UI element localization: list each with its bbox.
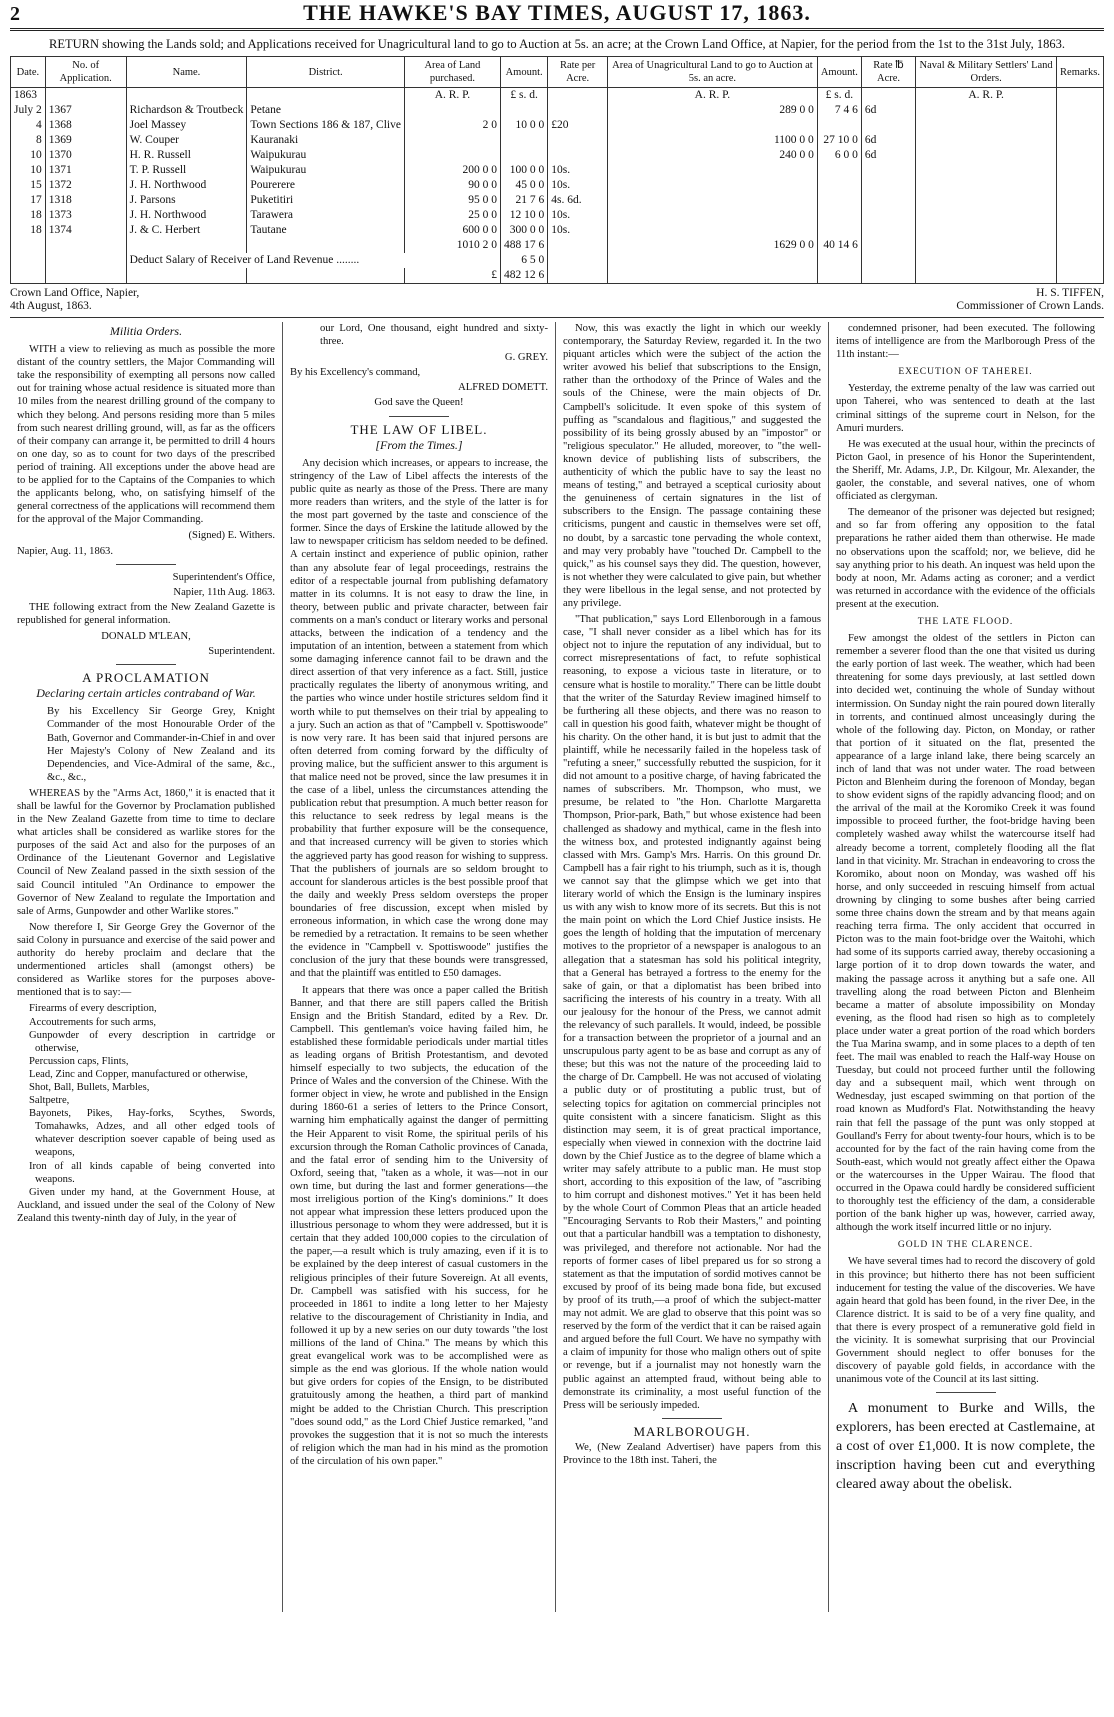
table-cell: 17	[11, 193, 46, 208]
column-header: Area of Land purchased.	[404, 57, 500, 88]
table-cell: 10s.	[548, 208, 608, 223]
supt-signature: DONALD M'LEAN,	[101, 630, 191, 642]
burke-wills-paragraph: A monument to Burke and Wills, the explorers, has been erected at Castlemaine, at a cost of over £1,000. It is now complete, the inscription having been cut and everything cleared away about the obelisk.	[836, 1401, 1095, 1493]
table-cell: 488 17 6	[500, 238, 547, 253]
table-cell	[861, 253, 915, 268]
masthead	[10, 0, 1104, 31]
table-cell: 10 0 0	[500, 118, 547, 133]
column-2	[283, 322, 556, 1612]
table-cell	[548, 133, 608, 148]
table-cell	[1057, 268, 1104, 284]
column-header: Naval & Military Settlers' Land Orders.	[916, 57, 1057, 88]
table-cell	[1057, 178, 1104, 193]
libel-paragraph-4: "That publication," says Lord Ellenborough in a famous case, "I shall never consider as a libel which has for its object not to injure the reputation of any individual, but to correct misrepresentations of fact, to refute sophistical reasoning, to expose a vicious taste in literature, or to censure what is hostile to morality." There can be little doubt that the writer of the Saturday Review imagined himself to be furthering all these objects, and there was no reason to call in question his good faith, whatever might be thought of his charity. On the other hand, it is but just to admit that the plaintiff, while he necessarily failed in the hopeless task of "refuting a sneer," successfully rebutted the suspicion, for it did not amount to a positive charge, of having fabricated the names of subscribers. Mr. Thompson, who must, we presume, be related to "the Hon. Charlotte Margaretta Thompson, Prior-park, Bath," but whose existence had been challenged as shadowy and mythical, came in the flesh into the witness box, and protested indignantly against being classed with Mrs. Gamp's Mrs. Harris. On this ground Dr. Campbell has a fair right to his triumph, such as it is, though we cannot say that the glimpse which we get into that literary world of which the Ensign is the luminary inspires us with any wish to know more of its secrets. But this is not the main point on which the Lord Chief Justice insists. He goes the length of holding that the imputation of mercenary motives to the proprietor of a newspaper is analogous to an allegation that a statesman has sold his political integrity, that a General has betrayed a fortress to the enemy for the sake of gain, or that a diplomatist has been bribed into sacrificing the interests of his country in a treaty. With all our jealousy for the honour of the Press, we cannot admit the relevancy of such parallels. It would, indeed, be possible for a transaction between the proprietor of a journal and an unscrupulous party agent to be as base and corrupt as any of these; but this was not the nature of the proceeding laid to the charge of Dr. Campbell. He was not accused of violating a public duty or of prostituting a public trust, but of selecting topics for agitation on commercial principles not quite consistent with a sincere fanaticism. Slight as this distinction may seem, it is of great practical importance, especially when viewed in connexion with the doctrine laid down by the Chief Justice as to the degree of blame which a writer may safely attribute to a public man. He must stop short, according to this exposition of the law, of "ascribing to him corrupt and dishonest motives." Yet it has been held by the whole Court of Common Pleas that an article headed "Encouraging Servants to Rob their Masters," and pointing out that a particular handbill was a temptation to dishonesty, was privileged, and therefore not actionable. Nor had the reports of former cases of libel prepared us for so strong a statement as that the imputation of sordid motives cannot be excused by proof of its being made bona fide, but excused by proof of its truth,—a proof of which the subject-matter may not admit. We are glad to observe that this point was so reserved by the form of the verdict that it can be raised again and argued before the full Court. We have no sympathy with a claim of impunity for those who malign others out of spite or revenge, but if a journalist may not honestly warn the public against an attempted fraud, without being able to demonstrate its criminality, a most useful function of the Press will be seriously impeded.	[563, 614, 821, 1411]
libel-heading: THE LAW OF LIBEL.	[350, 421, 488, 437]
table-cell	[548, 103, 608, 118]
table-cell	[404, 103, 500, 118]
table-cell: 7 4 6	[817, 103, 861, 118]
deduct-row	[11, 253, 1104, 268]
table-cell: H. R. Russell	[126, 148, 247, 163]
proclamation-subheading: Declaring certain articles contraband of War.	[36, 686, 256, 701]
table-cell	[404, 148, 500, 163]
proclamation-whereas: WHEREAS by the "Arms Act, 1860," it is enacted that it shall be lawful for the Governor by Proclamation published in the New Zealand Gazette from time to time to declare what articles shall be considered as warlike stores for the purposes of the said Act and also for the purposes of an Ordinance of the Lieutenant Governor and Legislative Council of New Zealand passed in the sixth session of the said Council intituled "An Ordinance to empower the Governor of New Zealand to regulate the Importation and sale of Arms, Gunpowder and other Warlike stores."	[17, 787, 275, 917]
net-row	[11, 268, 1104, 284]
table-cell: 27 10 0	[817, 133, 861, 148]
table-cell	[861, 178, 915, 193]
proclamation-heading: A PROCLAMATION	[82, 670, 210, 686]
table-cell	[916, 208, 1057, 223]
table-cell	[1057, 118, 1104, 133]
table-cell: 1368	[45, 118, 126, 133]
proclamation-end: our Lord, One thousand, eight hundred and sixty-three.	[320, 323, 548, 348]
table-cell	[548, 88, 608, 104]
table-cell: Puketitiri	[247, 193, 405, 208]
table-cell: 4	[11, 118, 46, 133]
table-cell: A. R. P.	[404, 88, 500, 104]
execution-paragraph-1: Yesterday, the extreme penalty of the law was carried out upon Taherei, who was sentenced to death at the last criminal sittings of the supreme court in Nelson, for the Amuri murders.	[836, 383, 1095, 434]
table-cell	[126, 88, 247, 104]
signatory-title: Commissioner of Crown Lands.	[956, 300, 1104, 312]
table-cell	[916, 118, 1057, 133]
table-cell	[608, 163, 818, 178]
execution-heading: EXECUTION OF TAHEREI.	[898, 367, 1033, 378]
table-cell	[126, 268, 247, 284]
table-cell: £ s. d.	[817, 88, 861, 104]
column-3	[556, 322, 829, 1612]
table-cell: 482 12 6	[500, 268, 547, 284]
table-cell	[916, 253, 1057, 268]
table-cell	[1057, 253, 1104, 268]
table-cell	[916, 163, 1057, 178]
office-name: Crown Land Office, Napier,	[10, 287, 140, 299]
table-cell	[1057, 193, 1104, 208]
column-header: Amount.	[500, 57, 547, 88]
table-cell: Kauranaki	[247, 133, 405, 148]
warlike-stores-list	[23, 1002, 275, 1185]
libel-paragraph-2: It appears that there was once a paper called the British Banner, and that there are still papers called the British Ensign and the British Standard, edited by a Rev. Dr. Campbell. This gentleman's voice having failed him, he established these formidable periodicals under martial titles as leading organs of British Protestantism, and devoted himself especially to two subjects, the education of the Prince of Wales and the conversion of the Chinese. With the former object in view, he wrote and published in the Ensign during 1860-61 a series of letters to the Prince Consort, warning him emphatically against the danger of permitting the Heir Apparent to visit Rome, the spiritual perils of his excursion through the Roman Catholic provinces of Canada, and the fatal error of sending him to the University of Oxford, seeing that, "taken as a whole, it was—not in our own time, but during the last and former generations—the most irreligious portion of the King's dominions." It does not appear what impression these letters produced upon the illustrious personage to whom they were addressed, but it is certain that they added 100,000 copies to the circulation of the paper,—a result which is truly amazing, even if it is to be explained by the deep interest of casual customers in the religious principles of their future Sovereign. At all events, Dr. Campbell was satisfied with his success, for he proceeded in 1861 to indite a long letter to her Majesty relative to the discouragement of Christianity in India, and followed it up by a new series on our duty towards "the lost millions of the land of China." The means by which this great evangelical work was to be accomplished were as simple as the end was glorious. If the whole nation would but give orders for copies of the Ensign, to be distributed gratuitously among the heathen, a third part of mankind might be added to the Christian Church. This prescription "does sound odd," as the Lord Chief Justice remarked, "and provokes the suggestion that it is not so much the interests of religion which the man had in his mind as the promotion of the circulation of his own paper."	[290, 984, 548, 1467]
table-cell: 95 0 0	[404, 193, 500, 208]
proclamation-by: By his Excellency Sir George Grey, Knight Commander of the most Honourable Order of the Bath, Governor and Commander-in-Chief in and over Her Majesty's Colony of New Zealand and its Dependencies, and Vice-Admiral of the same, &c., &c., &c.,	[47, 706, 275, 783]
table-cell: 1863	[11, 88, 46, 104]
gold-paragraph: We have several times had to record the discovery of gold in this province; but hitherto there has not been sufficient inducement for testing the value of the discoveries. We have again heard that gold has been found, in the river Dee, in the Clarence district. It is said to be of a very fine quality, and that there is every prospect of a remunerative gold field in the vicinity. It is somewhat surprising that our Provincial Government should neglect to offer bonuses for the discovery of payable gold fields, in accordance with the unanimous vote of the Council at its last sitting.	[836, 1256, 1095, 1386]
table-cell: 15	[11, 178, 46, 193]
table-row	[11, 193, 1104, 208]
list-item: Saltpetre,	[29, 1095, 70, 1107]
table-cell: 10s.	[548, 163, 608, 178]
table-cell	[916, 178, 1057, 193]
table-cell: 1370	[45, 148, 126, 163]
table-row	[11, 208, 1104, 223]
table-cell: 1367	[45, 103, 126, 118]
column-header: District.	[247, 57, 405, 88]
table-cell: 600 0 0	[404, 223, 500, 238]
table-cell: 18	[11, 223, 46, 238]
table-cell: 6d	[861, 103, 915, 118]
table-cell: 240 0 0	[608, 148, 818, 163]
table-cell: 200 0 0	[404, 163, 500, 178]
table-cell: 1100 0 0	[608, 133, 818, 148]
table-cell	[608, 193, 818, 208]
table-cell	[916, 133, 1057, 148]
article-columns	[10, 322, 1104, 1612]
table-cell: 18	[11, 208, 46, 223]
units-row	[11, 88, 1104, 104]
table-cell	[861, 118, 915, 133]
table-cell	[11, 253, 46, 268]
table-cell	[45, 88, 126, 104]
page-number: 2	[10, 3, 20, 25]
supt-date: Napier, 11th Aug. 1863.	[173, 586, 275, 598]
table-cell: 10	[11, 148, 46, 163]
table-cell: J. Parsons	[126, 193, 247, 208]
table-cell	[817, 268, 861, 284]
column-1	[10, 322, 283, 1612]
militia-paragraph: WITH a view to relieving as much as possible the more distant of the country settlers, the Major Commanding will take the responsibility of exempting all persons now called out for training whose actual residence is situated more than 10 miles from the nearest drilling ground of the company to which they belong. And persons residing more than 5 miles from such nearest drilling ground, will, as far as the officers of their company can arrange it, be permitted to drill 4 hours on one day, so as to count for two days of the prescribed period of training. All exceptions under the above head are to be applied for to the Captains of the Companies to which the applicants belong, who, on satisfying himself of the general correctness of the applications will recommend them for the approval of the Major Commanding.	[17, 344, 275, 526]
table-cell: 12 10 0	[500, 208, 547, 223]
table-cell	[916, 223, 1057, 238]
table-cell: T. P. Russell	[126, 163, 247, 178]
column-4	[829, 322, 1102, 1612]
table-cell: 2 0	[404, 118, 500, 133]
table-cell	[404, 133, 500, 148]
column-header: Rate ℔ Acre.	[861, 57, 915, 88]
table-cell	[916, 238, 1057, 253]
table-cell: 1374	[45, 223, 126, 238]
table-cell: Richardson & Troutbeck	[126, 103, 247, 118]
table-cell: 40 14 6	[817, 238, 861, 253]
column-header: Area of Unagricultural Land to go to Auction at 5s. an acre.	[608, 57, 818, 88]
table-cell: J. & C. Herbert	[126, 223, 247, 238]
column-header: Rate per Acre.	[548, 57, 608, 88]
table-cell: J. H. Northwood	[126, 178, 247, 193]
table-cell	[817, 118, 861, 133]
libel-paragraph-3: Now, this was exactly the light in which our weekly contemporary, the Saturday Review, regarded it. In the two piquant articles which were the subject of the action the writer avowed his belief that subscriptions to the Ensign, rather than the orthodoxy of the Prince of Wales and the souls of the Chinese, were the main objects of Dr. Campbell's solicitude. It even spoke of this system of puffing as "scandalous and flagitious," and suggested the possibility of its being grossly abused by an "impostor" or "religious speculator." He alluded, moreover, to "the well-known device of publishing lists of subscribers, the authenticity of which the public have to say the least no means of testing," and betrayed a sceptical curiosity about the genuineness of certain signatures in the list of subscribers to the Ensign. The passage containing these criticisms, pungent and caustic in themselves were set off, no doubt, by a sarcastic tone pervading the whole context, and may very probably have "touched Dr. Campbell to the quick," as his counsel says they did. The question, however, is not whether they were calculated to give pain, but whether they were libellous in the legal sense, and not protected by any privilege.	[563, 323, 821, 609]
table-cell	[500, 133, 547, 148]
table-cell: Tautane	[247, 223, 405, 238]
office-date: 4th August, 1863.	[10, 300, 92, 312]
return-footer	[10, 287, 1104, 318]
table-cell: 45 0 0	[500, 178, 547, 193]
table-cell: Waipukurau	[247, 163, 405, 178]
table-cell: 289 0 0	[608, 103, 818, 118]
table-cell: 6 0 0	[817, 148, 861, 163]
table-cell	[548, 253, 608, 268]
table-cell: Petane	[247, 103, 405, 118]
table-row	[11, 163, 1104, 178]
table-cell	[126, 238, 247, 253]
execution-paragraph-2: He was executed at the usual hour, within the precincts of Picton Gaol, in presence of his Honor the Superintendent, the Sheriff, Mr. Adams, J.P., Dr. Kilgour, Mr. Alexander, the gaoler, the constable, and several natives, one of whom officiated as clergyman.	[836, 438, 1095, 503]
flood-heading: THE LATE FLOOD.	[917, 616, 1014, 627]
table-cell: £ s. d.	[500, 88, 547, 104]
totals-row	[11, 238, 1104, 253]
column-header: Amount.	[817, 57, 861, 88]
table-cell	[608, 223, 818, 238]
table-cell	[861, 223, 915, 238]
table-row	[11, 223, 1104, 238]
divider	[662, 1418, 722, 1419]
list-item: Percussion caps, Flints,	[29, 1055, 129, 1067]
table-cell	[1057, 238, 1104, 253]
table-row	[11, 178, 1104, 193]
table-cell	[608, 208, 818, 223]
proclamation-signature: G. GREY.	[504, 352, 548, 364]
table-cell: 25 0 0	[404, 208, 500, 223]
table-cell	[861, 193, 915, 208]
signatory-name: H. S. TIFFEN,	[1036, 287, 1104, 299]
militia-date: Napier, Aug. 11, 1863.	[17, 545, 113, 557]
divider	[116, 664, 176, 665]
newspaper-title: THE HAWKE'S BAY TIMES, AUGUST 17, 1863.	[303, 0, 811, 25]
execution-paragraph-3: The demeanor of the prisoner was dejected but resigned; and so far from offering any opposition to the fatal preparations he rather aided them than otherwise. He made no observations upon the scaffold; nor, we believe, did he say anything prior to his death. An inquest was held upon the body at noon, Mr. Adams acting as coroner; and a verdict was returned in accordance with the evidence of the officials present at the execution.	[836, 507, 1095, 610]
table-cell	[861, 268, 915, 284]
table-row	[11, 148, 1104, 163]
table-cell: Pourerere	[247, 178, 405, 193]
table-cell	[548, 268, 608, 284]
table-cell	[1057, 208, 1104, 223]
divider	[116, 564, 176, 565]
table-cell	[11, 268, 46, 284]
supt-paragraph: THE following extract from the New Zealand Gazette is republished for general information.	[17, 601, 275, 626]
table-cell	[608, 253, 818, 268]
proclamation-given: Given under my hand, at the Government House, at Auckland, and issued under the seal of the Colony of New Zealand this twenty-ninth day of July, in the year of	[17, 1186, 275, 1224]
table-cell: 6 5 0	[500, 253, 547, 268]
land-return-table	[10, 56, 1104, 284]
table-cell: 100 0 0	[500, 163, 547, 178]
supt-office: Superintendent's Office,	[172, 571, 275, 583]
table-cell	[916, 193, 1057, 208]
gold-heading: GOLD IN THE CLARENCE.	[897, 1240, 1034, 1251]
table-cell: 1373	[45, 208, 126, 223]
list-item: Iron of all kinds capable of being converted into weapons.	[29, 1160, 275, 1185]
militia-signed: (Signed) E. Withers.	[188, 530, 275, 542]
table-cell: J. H. Northwood	[126, 208, 247, 223]
table-cell	[247, 88, 405, 104]
table-cell	[500, 103, 547, 118]
column-header: No. of Application.	[45, 57, 126, 88]
table-cell	[861, 163, 915, 178]
table-cell: Tarawera	[247, 208, 405, 223]
table-cell: A. R. P.	[608, 88, 818, 104]
supt-title: Superintendent.	[208, 646, 275, 658]
table-cell	[817, 253, 861, 268]
table-cell	[916, 103, 1057, 118]
table-cell	[608, 178, 818, 193]
divider	[389, 416, 449, 417]
table-row	[11, 103, 1104, 118]
table-cell	[11, 238, 46, 253]
table-cell: 10	[11, 163, 46, 178]
table-cell	[247, 268, 405, 284]
table-cell: 1318	[45, 193, 126, 208]
table-cell	[817, 223, 861, 238]
table-cell	[247, 238, 405, 253]
table-cell: July 2	[11, 103, 46, 118]
list-item: Shot, Ball, Bullets, Marbles,	[29, 1081, 150, 1093]
list-item: Lead, Zinc and Copper, manufactured or otherwise,	[29, 1068, 248, 1080]
table-cell: Joel Massey	[126, 118, 247, 133]
militia-heading: Militia Orders.	[109, 324, 183, 338]
table-cell	[817, 163, 861, 178]
list-item: Accoutrements for such arms,	[29, 1016, 157, 1028]
table-cell: 21 7 6	[500, 193, 547, 208]
table-cell	[45, 253, 126, 268]
table-cell: 10s.	[548, 223, 608, 238]
table-cell: 8	[11, 133, 46, 148]
table-cell	[608, 118, 818, 133]
table-cell: 1369	[45, 133, 126, 148]
table-cell	[817, 193, 861, 208]
divider	[936, 1392, 996, 1393]
table-cell	[817, 208, 861, 223]
table-cell: £20	[548, 118, 608, 133]
table-cell: Waipukurau	[247, 148, 405, 163]
list-item: Firearms of every description,	[29, 1003, 157, 1015]
table-cell: W. Couper	[126, 133, 247, 148]
table-cell	[1057, 88, 1104, 104]
table-cell: 1372	[45, 178, 126, 193]
table-cell	[861, 238, 915, 253]
table-cell: Town Sections 186 & 187, Clive	[247, 118, 405, 133]
table-cell: 10s.	[548, 178, 608, 193]
return-title: RETURN showing the Lands sold; and Applications received for Unagricultural land to go to Auction at 5s. an acre; at the Crown Land Office, at Napier, for the period from the 1st to the 31st July, 1863.	[49, 37, 1065, 51]
table-cell: 6d	[861, 133, 915, 148]
proclamation-command: By his Excellency's command,	[290, 367, 421, 379]
proclamation-now-therefore: Now therefore I, Sir George Grey the Governor of the said Colony in pursuance and exercise of the said power and authority do hereby proclaim and declare that the undermentioned articles shall (amongst others) be considered as Warlike stores for the purposes above-mentioned that is to say:—	[17, 921, 275, 999]
table-cell	[1057, 163, 1104, 178]
table-cell: 1010 2 0	[404, 238, 500, 253]
table-cell: Deduct Salary of Receiver of Land Revenue ........	[126, 253, 500, 268]
flood-paragraph: Few amongst the oldest of the settlers in Picton can remember a severer flood than the one that visited us during the early portion of last week. The weather, which had been threatening for some days previously, at last settled down into decided wet, continuing the whole of Sunday without intermission. On Sunday night the rain poured down literally in torrents, and continued almost unceasingly during the whole of the following day. Picton, on Monday, or rather that portion of it situated on the flat, presented the appearance of a large inland lake, there being scarcely an inch of land that was not under water. The road between Picton and Blenheim during the forenoon of Monday, began to show evident signs of the rapidly advancing flood; and on the arrival of the mail at the Koromiko Creek it was found impossible to proceed further, the foot-bridge having been completely washed away whilst the watercourse itself had already become a torrent, completely flooding all the flat land in that vicinity. Mr. Strachan in endeavoring to cross the Koromiko, about noon on Monday, was washed off his horse, and only succeeded in rescuing himself from actual drowning by clinging to some bushes after being carried some three chains down the stream and by that means again reaching terra firma. The only accident that occurred in Picton was to the main foot-bridge over the Waitohi, which had some of its supports carried away, thereby occasioning a large portion of it to drop down towards the water, and making the passage across it anything but a safe one. All travelling along the road between Picton and Blenheim became a matter of absolute impossibility on Monday evening, as the flood had risen so high as to completely place under water a great portion of the road which borders the Tua Marina swamp, and in some places to a depth of ten feet. The mail was enabled to reach the Half-way House on Tuesday, but could not proceed further until the following day and a subsequent mail, which went through on Wednesday, just escaped swimming on that portion of the road known as Mudford's Flat. Notwithstanding the heavy rain that fell the passage of the punt was only stopped at Goulland's Ferry for about twenty-four hours, which is to be accounted for by the fact of the rain having come from the South-east, which would not greatly affect either the Opawa or the watercourses in the Upper Wairau. The flood that occurred in the Opawa could hardly be considered sufficient to thoroughly test the efficiency of the dam, a considerable portion of the bank higher up was, however, carried away, although the work itself incurred little or no injury.	[836, 633, 1095, 1234]
table-row	[11, 133, 1104, 148]
marlborough-continued: condemned prisoner, had been executed. The following items of intelligence are from the Marlborough Press of the 11th instant:—	[836, 323, 1095, 361]
table-cell: 1371	[45, 163, 126, 178]
table-cell	[861, 88, 915, 104]
column-header: Name.	[126, 57, 247, 88]
table-cell	[45, 238, 126, 253]
column-header: Date.	[11, 57, 46, 88]
column-header: Remarks.	[1057, 57, 1104, 88]
god-save-the-queen: God save the Queen!	[374, 397, 464, 409]
table-cell	[548, 238, 608, 253]
table-cell	[916, 268, 1057, 284]
table-cell: 90 0 0	[404, 178, 500, 193]
table-cell: 6d	[861, 148, 915, 163]
table-cell	[500, 148, 547, 163]
proclamation-minister: ALFRED DOMETT.	[458, 382, 548, 394]
marlborough-heading: MARLBOROUGH.	[633, 1423, 751, 1439]
table-cell	[1057, 133, 1104, 148]
libel-source: [From the Times.]	[375, 437, 463, 452]
table-cell	[1057, 103, 1104, 118]
table-cell: A. R. P.	[916, 88, 1057, 104]
list-item: Gunpowder of every description in cartridge or otherwise,	[29, 1029, 275, 1054]
table-cell	[1057, 223, 1104, 238]
table-cell	[45, 268, 126, 284]
table-cell: 4s. 6d.	[548, 193, 608, 208]
table-cell	[861, 208, 915, 223]
table-row	[11, 118, 1104, 133]
libel-paragraph-1: Any decision which increases, or appears to increase, the stringency of the Law of Libel affects the interests of the public quite as nearly as those of the Press. There are many more readers than writers, and the style of the latter is for the most part governed by the taste and conscience of the former. Since the days of Erskine the latitude allowed by the law to newspaper criticism has seldom needed to be defined. A certain instinct and experience of public opinion, rather than any absolute fear of legal proceedings, restrains the editor of a respectable journal from publishing defamatory matter in its columns. It is not easy to draw the line, in theory, between public and private character, between fair comments on a man's conduct or literary works and personal attacks, between the indication of a tendency and the imputation of an intention, between a statement from which some damaging inference cannot fail to be drawn and the direct assertion of that very inference as a fact. Still, justice practically regulates the liberty of anonymous writing, and the parties who wince under hostile strictures seldom find it worth while to put themselves on their trial by appealing to a jury. Such an action as that of "Campbell v. Spottiswoode" is now very rare. It has been said that injured persons are often deterred from coming forward by the difficulty of proving malice, but the sufficient answer to this argument is that malice need not be proved, since the law presumes it in the case of a libel, unless the circumstances attending the publication rebut that presumption. A much better reason for this reluctance to seek redress by legal means is the probability that further exposure will be the consequence, and that increased currency will be given to stories which the aggrieved party has good reason for wishing to suppress. That the publishers of journals are so seldom brought to account for slanderous articles is the best possible proof that the daily and weekly Press seldom oversteps the proper boundaries of free discussion, except when misled by erroneous information, in which case the wrong done may be remedied by a retractation. It remains to be seen whether the evidence in "Campbell v. Spottiswoode" justifies the conclusion of the jury that these bounds were transgressed, and that the plaintiff was entitled to £50 damages.	[290, 457, 548, 980]
table-cell: 300 0 0	[500, 223, 547, 238]
table-cell	[916, 148, 1057, 163]
table-cell	[817, 178, 861, 193]
table-cell	[1057, 148, 1104, 163]
table-cell	[548, 148, 608, 163]
list-item: Bayonets, Pikes, Hay-forks, Scythes, Swords, Tomahawks, Adzes, and all other edged tools of whatever description soever capable of being used as weapons,	[29, 1108, 275, 1159]
table-cell: £	[404, 268, 500, 284]
marlborough-paragraph: We, (New Zealand Advertiser) have papers from this Province to the 18th inst. Taheri, the	[563, 1441, 821, 1466]
table-cell	[608, 268, 818, 284]
table-cell: 1629 0 0	[608, 238, 818, 253]
